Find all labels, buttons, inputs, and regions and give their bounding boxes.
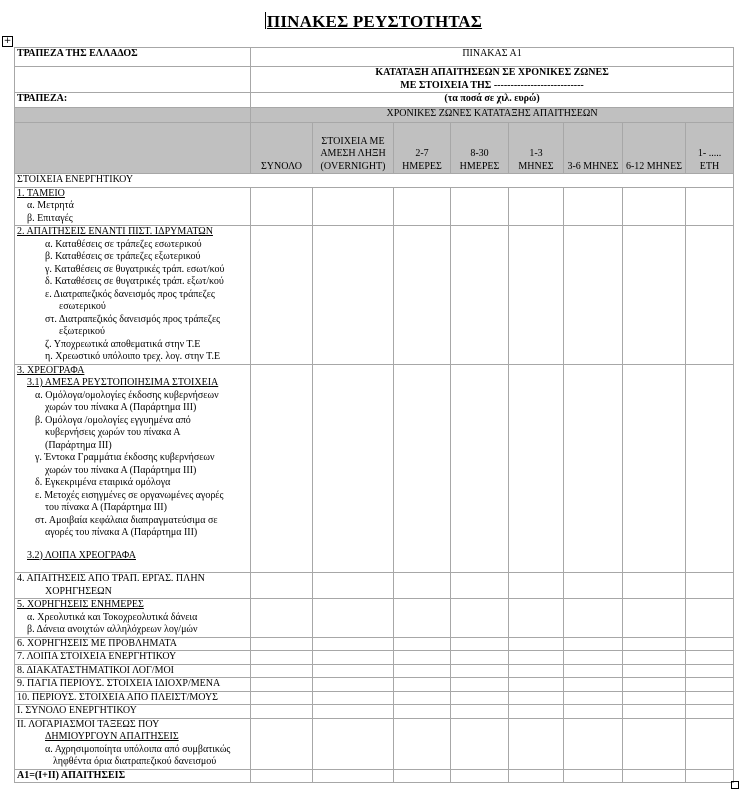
assets-heading: ΣΤΟΙΧΕΙΑ ΕΝΕΡΓΗΤΙΚΟΥ: [15, 174, 734, 188]
list-item: γ. Καταθέσεις σε θυγατρικές τράπ. εσωτ/κού: [45, 263, 225, 275]
list-item: η. Χρεωστικό υπόλοιπο τρεχ. λογ. στην Τ.Ε: [45, 351, 221, 362]
value-cell[interactable]: [313, 678, 394, 692]
row-text: ΙΙ. ΛΟΓΑΡΙΑΣΜΟΙ ΤΑΞΕΩΣ ΠΟΥ: [17, 718, 160, 730]
value-cell[interactable]: [451, 705, 509, 719]
value-cell[interactable]: [564, 718, 623, 769]
column-header: 3-6 ΜΗΝΕΣ: [564, 123, 623, 174]
value-cell[interactable]: [564, 769, 623, 783]
value-cell[interactable]: [394, 226, 451, 365]
value-cell[interactable]: [623, 705, 686, 719]
row-label-loans: [15, 599, 251, 638]
value-cell[interactable]: [686, 678, 734, 692]
value-cell[interactable]: [451, 769, 509, 783]
table-row: [15, 637, 734, 651]
value-cell[interactable]: [313, 364, 394, 573]
value-cell[interactable]: [509, 226, 564, 365]
value-cell[interactable]: [394, 573, 451, 599]
list-item: δ. Εγκεκριμένα εταιρικά ομόλογα: [35, 477, 171, 488]
value-cell[interactable]: [251, 226, 313, 365]
blank-grey-cell: [15, 108, 251, 123]
value-cell[interactable]: [623, 187, 686, 226]
table-subtitle: [251, 67, 734, 93]
value-cell[interactable]: [686, 691, 734, 705]
value-cell[interactable]: [623, 718, 686, 769]
list-item: α. Ομόλογα/ομολογίες έκδοσης κυβερνήσεων: [35, 389, 219, 401]
row-label-securities: [15, 364, 251, 573]
list-item: εξωτερικού: [59, 326, 105, 337]
row-text: ΔΗΜΙΟΥΡΓΟΥΝ ΑΠΑΙΤΗΣΕΙΣ: [45, 731, 179, 742]
value-cell[interactable]: [313, 599, 394, 638]
value-cell[interactable]: [394, 364, 451, 573]
list-item: α. Χρεολυτικά και Τοκοχρεολυτικά δάνεια: [27, 611, 198, 623]
header-row-units: [15, 93, 734, 108]
value-cell[interactable]: [509, 769, 564, 783]
value-cell[interactable]: [451, 678, 509, 692]
value-cell[interactable]: [623, 573, 686, 599]
zones-title-row: [15, 108, 734, 123]
value-cell[interactable]: [451, 664, 509, 678]
row-label-off-balance: [15, 718, 251, 769]
value-cell[interactable]: [451, 718, 509, 769]
liquidity-table: [14, 47, 734, 783]
bank-label: ΤΡΑΠΕΖΑ:: [15, 93, 251, 108]
value-cell[interactable]: [313, 637, 394, 651]
value-cell[interactable]: [623, 691, 686, 705]
value-cell[interactable]: [509, 718, 564, 769]
value-cell[interactable]: [623, 599, 686, 638]
column-header: 1- ..... ΕΤΗ: [686, 123, 734, 174]
table-row: [15, 718, 734, 769]
value-cell[interactable]: [564, 187, 623, 226]
value-cell[interactable]: [564, 664, 623, 678]
value-cell[interactable]: [686, 705, 734, 719]
value-cell[interactable]: [509, 187, 564, 226]
value-cell[interactable]: [394, 705, 451, 719]
column-header: 1-3 ΜΗΝΕΣ: [509, 123, 564, 174]
value-cell[interactable]: [686, 664, 734, 678]
value-cell[interactable]: [509, 678, 564, 692]
section-title: 5. ΧΟΡΗΓΗΣΕΙΣ ΕΝΗΜΕΡΕΣ: [17, 599, 144, 610]
value-cell[interactable]: [509, 364, 564, 573]
value-cell[interactable]: [313, 651, 394, 665]
value-cell[interactable]: [564, 226, 623, 365]
list-item: εσωτερικού: [59, 301, 106, 312]
value-cell[interactable]: [451, 651, 509, 665]
value-cell[interactable]: [394, 651, 451, 665]
list-item: αγορές του πίνακα Α (Παράρτημα ΙΙΙ): [45, 527, 198, 538]
value-cell[interactable]: [623, 664, 686, 678]
blank-cell: [15, 67, 251, 93]
value-cell[interactable]: [394, 769, 451, 783]
table-move-handle-icon[interactable]: +: [3, 36, 12, 46]
value-cell[interactable]: [686, 599, 734, 638]
blank-grey-cell: [15, 123, 251, 174]
value-cell[interactable]: [394, 664, 451, 678]
section-title: 3. ΧΡΕΟΓΡΑΦΑ: [17, 364, 85, 376]
list-item: α. Καταθέσεις σε τράπεζες εσωτερικού: [45, 238, 202, 250]
value-cell[interactable]: [251, 664, 313, 678]
table-row: [15, 651, 734, 665]
list-item: (Παράρτημα ΙΙΙ): [45, 439, 112, 451]
list-item: α. Μετρητά: [27, 200, 74, 211]
value-cell[interactable]: [313, 187, 394, 226]
value-cell[interactable]: [623, 769, 686, 783]
value-cell[interactable]: [623, 226, 686, 365]
column-header: ΣΥΝΟΛΟ: [251, 123, 313, 174]
value-cell[interactable]: [251, 691, 313, 705]
table-row: [15, 678, 734, 692]
table-row: [15, 174, 734, 188]
column-header: 6-12 ΜΗΝΕΣ: [623, 123, 686, 174]
value-cell[interactable]: [394, 599, 451, 638]
value-cell[interactable]: [313, 226, 394, 365]
list-item: στ. Αμοιβαία κεφάλαια διαπραγματεύσιμα σε: [35, 514, 218, 526]
document-title-text: ΠΙΝΑΚΕΣ ΡΕΥΣΤΟΤΗΤΑΣ: [266, 12, 483, 31]
text-cursor: [265, 12, 266, 29]
value-cell[interactable]: [251, 599, 313, 638]
value-cell[interactable]: [313, 664, 394, 678]
value-cell[interactable]: [509, 664, 564, 678]
value-cell[interactable]: [564, 573, 623, 599]
value-cell[interactable]: [564, 678, 623, 692]
value-cell[interactable]: [509, 573, 564, 599]
value-cell[interactable]: [394, 691, 451, 705]
column-headers-row: [15, 123, 734, 174]
section-title: 1. ΤΑΜΕΙΟ: [17, 187, 65, 199]
value-cell[interactable]: [451, 691, 509, 705]
value-cell[interactable]: [251, 678, 313, 692]
value-cell[interactable]: [451, 364, 509, 573]
value-cell[interactable]: [451, 226, 509, 365]
row-label: 6. ΧΟΡΗΓΗΣΕΙΣ ΜΕ ΠΡΟΒΛΗΜΑΤΑ: [15, 637, 251, 651]
row-label: 8. ΔΙΑΚΑΤΑΣΤΗΜΑΤΙΚΟΙ ΛΟΓ/ΜΟΙ: [15, 664, 251, 678]
value-cell[interactable]: [623, 637, 686, 651]
bank-name: ΤΡΑΠΕΖΑ ΤΗΣ ΕΛΛΑΔΟΣ: [15, 48, 251, 67]
column-header: ΣΤΟΙΧΕΙΑ ΜΕ ΑΜΕΣΗ ΛΗΞΗ (OVERNIGHT): [313, 123, 394, 174]
value-cell[interactable]: [623, 651, 686, 665]
value-cell[interactable]: [251, 187, 313, 226]
list-item: ζ. Υποχρεωτικά αποθεματικά στην Τ.Ε: [45, 338, 201, 350]
subtitle-line-1: ΚΑΤΑΤΑΞΗ ΑΠΑΙΤΗΣΕΩΝ ΣΕ ΧΡΟΝΙΚΕΣ ΖΩΝΕΣ: [375, 67, 609, 78]
value-cell[interactable]: [313, 718, 394, 769]
value-cell[interactable]: [394, 637, 451, 651]
table-resize-handle-icon[interactable]: [731, 781, 739, 789]
row-label-other-claims: [15, 573, 251, 599]
table-row: [15, 705, 734, 719]
value-cell[interactable]: [251, 637, 313, 651]
subsection-title: 3.2) ΛΟΙΠΑ ΧΡΕΟΓΡΑΦΑ: [27, 549, 136, 561]
value-cell[interactable]: [623, 364, 686, 573]
value-cell[interactable]: [509, 599, 564, 638]
value-cell[interactable]: [313, 691, 394, 705]
value-cell[interactable]: [686, 651, 734, 665]
row-label-interbank: [15, 226, 251, 365]
value-cell[interactable]: [313, 573, 394, 599]
header-row-subtitle: [15, 67, 734, 93]
value-cell[interactable]: [451, 637, 509, 651]
table-row: [15, 691, 734, 705]
value-cell[interactable]: [686, 364, 734, 573]
list-item: χωρών του πίνακα Α (Παράρτημα ΙΙΙ): [45, 464, 197, 476]
list-item: α. Αχρησιμοποίητα υπόλοιπα από συμβατικώς: [45, 743, 231, 755]
row-label-total-assets: Ι. ΣΥΝΟΛΟ ΕΝΕΡΓΗΤΙΚΟΥ: [15, 705, 251, 719]
value-cell[interactable]: [686, 187, 734, 226]
value-cell[interactable]: [509, 691, 564, 705]
value-cell[interactable]: [451, 599, 509, 638]
value-cell[interactable]: [394, 718, 451, 769]
table-row: [15, 769, 734, 783]
value-cell[interactable]: [564, 705, 623, 719]
value-cell[interactable]: [686, 226, 734, 365]
table-row: [15, 226, 734, 365]
list-item: γ. Έντοκα Γραμμάτια έκδοσης κυβερνήσεων: [35, 452, 215, 463]
value-cell[interactable]: [394, 678, 451, 692]
value-cell[interactable]: [564, 651, 623, 665]
list-item: του πίνακα Α (Παράρτημα ΙΙΙ): [45, 502, 167, 513]
row-text: ΧΟΡΗΓΗΣΕΩΝ: [45, 585, 112, 597]
value-cell[interactable]: [509, 651, 564, 665]
subtitle-line-2: ΜΕ ΣΤΟΙΧΕΙΑ ΤΗΣ ---------------------------: [400, 79, 584, 91]
header-row-bank: [15, 48, 734, 67]
table-row: [15, 187, 734, 226]
value-cell[interactable]: [509, 705, 564, 719]
list-item: β. Επιταγές: [27, 212, 73, 224]
value-cell[interactable]: [251, 573, 313, 599]
value-cell[interactable]: [564, 637, 623, 651]
section-title: 2. ΑΠΑΙΤΗΣΕΙΣ ΕΝΑΝΤΙ ΠΙΣΤ. ΙΔΡΥΜΑΤΩΝ: [17, 226, 213, 237]
value-cell[interactable]: [564, 691, 623, 705]
row-text: 4. ΑΠΑΙΤΗΣΕΙΣ ΑΠΟ ΤΡΑΠ. ΕΡΓΑΣ. ΠΛΗΝ: [17, 573, 205, 584]
units-note: (τα ποσά σε χιλ. ευρώ): [251, 93, 734, 108]
table-row: [15, 599, 734, 638]
value-cell[interactable]: [251, 769, 313, 783]
list-item: ε. Διατραπεζικός δανεισμός προς τράπεζες: [45, 288, 215, 300]
value-cell[interactable]: [564, 599, 623, 638]
value-cell[interactable]: [313, 769, 394, 783]
value-cell[interactable]: [686, 769, 734, 783]
table-name: ΠΙΝΑΚΑΣ Α1: [251, 48, 734, 67]
zones-title: ΧΡΟΝΙΚΕΣ ΖΩΝΕΣ ΚΑΤΑΤΑΞΗΣ ΑΠΑΙΤΗΣΕΩΝ: [251, 108, 734, 123]
value-cell[interactable]: [394, 187, 451, 226]
row-label-cash: [15, 187, 251, 226]
row-label: 9. ΠΑΓΙΑ ΠΕΡΙΟΥΣ. ΣΤΟΙΧΕΙΑ ΙΔΙΟΧΡ/ΜΕΝΑ: [15, 678, 251, 692]
list-item: ληφθέντα όρια διατραπεζικού δανεισμού: [53, 756, 217, 767]
table-row: [15, 364, 734, 573]
document-title: [0, 12, 747, 32]
list-item: δ. Καταθέσεις σε θυγατρικές τράπ. εξωτ/κού: [45, 276, 224, 287]
row-label: 7. ΛΟΙΠΑ ΣΤΟΙΧΕΙΑ ΕΝΕΡΓΗΤΙΚΟΥ: [15, 651, 251, 665]
list-item: β. Ομόλογα /ομολογίες εγγυημένα από: [35, 414, 191, 426]
table-row: [15, 573, 734, 599]
value-cell[interactable]: [686, 637, 734, 651]
value-cell[interactable]: [251, 705, 313, 719]
value-cell[interactable]: [451, 573, 509, 599]
value-cell[interactable]: [251, 651, 313, 665]
column-header: 2-7 ΗΜΕΡΕΣ: [394, 123, 451, 174]
column-header: 8-30 ΗΜΕΡΕΣ: [451, 123, 509, 174]
subsection-title: 3.1) ΑΜΕΣΑ ΡΕΥΣΤΟΠΟΙΗΣΙΜΑ ΣΤΟΙΧΕΙΑ: [27, 377, 219, 388]
value-cell[interactable]: [686, 718, 734, 769]
value-cell[interactable]: [509, 637, 564, 651]
value-cell[interactable]: [251, 364, 313, 573]
value-cell[interactable]: [251, 718, 313, 769]
list-item: ε. Μετοχές εισηγμένες σε οργανωμένες αγορές: [35, 489, 224, 501]
list-item: β. Καταθέσεις σε τράπεζες εξωτερικού: [45, 251, 201, 262]
list-item: χωρών του πίνακα Α (Παράρτημα ΙΙΙ): [45, 402, 197, 413]
value-cell[interactable]: [564, 364, 623, 573]
list-item: β. Δάνεια ανοιχτών αλληλόχρεων λογ/μών: [27, 624, 198, 635]
row-label-final-total: Α1=(Ι+ΙΙ) ΑΠΑΙΤΗΣΕΙΣ: [15, 769, 251, 783]
value-cell[interactable]: [686, 573, 734, 599]
value-cell[interactable]: [623, 678, 686, 692]
list-item: κυβερνήσεις χωρών του πίνακα Α: [45, 427, 181, 438]
value-cell[interactable]: [451, 187, 509, 226]
row-label: 10. ΠΕΡΙΟΥΣ. ΣΤΟΙΧΕΙΑ ΑΠΟ ΠΛΕΙΣΤ/ΜΟΥΣ: [15, 691, 251, 705]
table-row: [15, 664, 734, 678]
list-item: στ. Διατραπεζικός δανεισμός προς τράπεζες: [45, 313, 221, 325]
value-cell[interactable]: [313, 705, 394, 719]
